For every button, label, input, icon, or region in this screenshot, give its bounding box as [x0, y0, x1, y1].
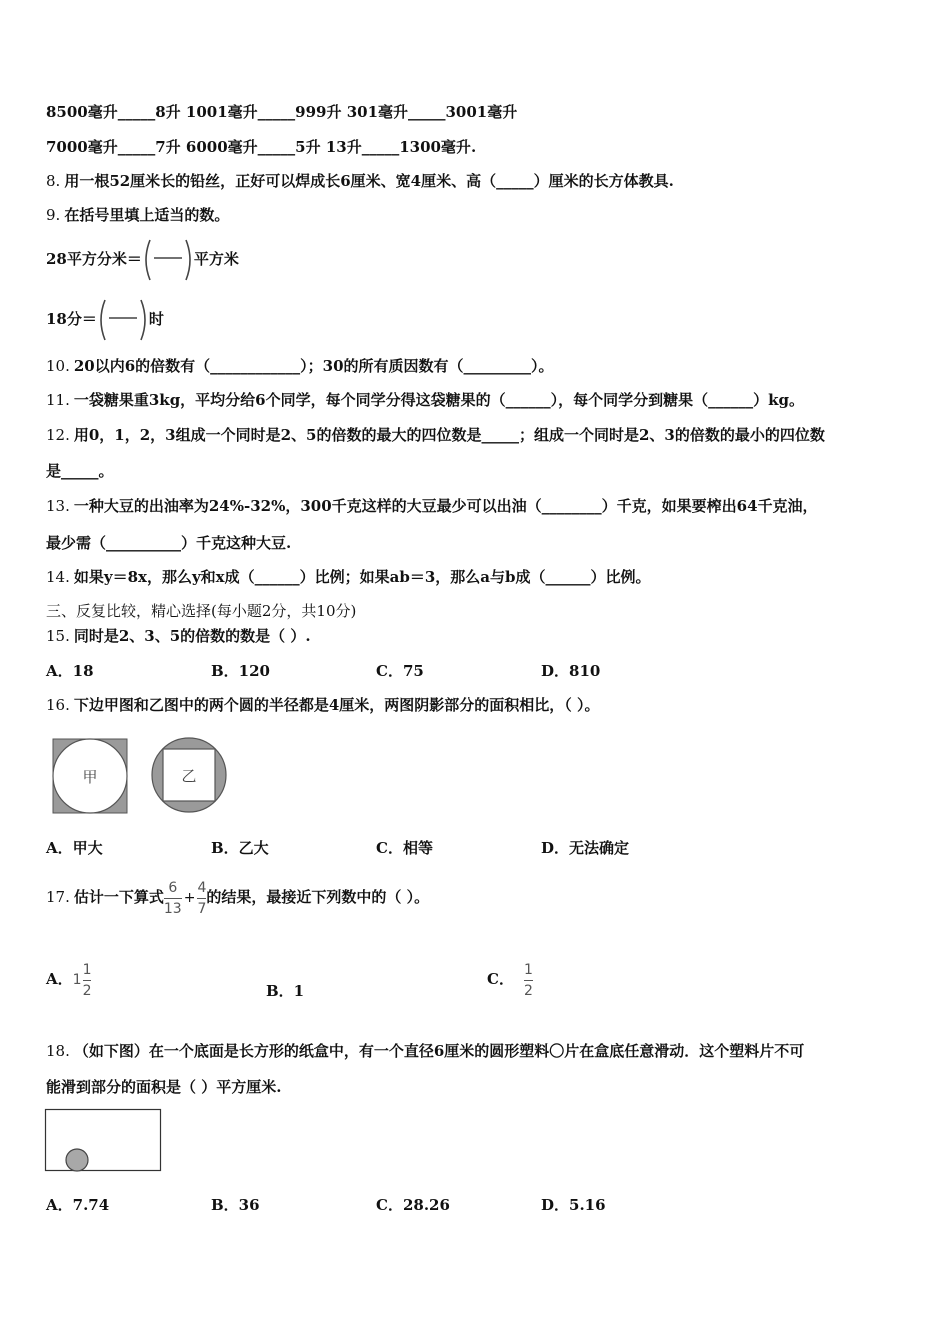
- question-16: [46, 695, 600, 715]
- question-number: 16.: [46, 696, 70, 714]
- question-9a-prefix: 28平方分米＝: [46, 250, 142, 268]
- question-18-cont: 能滑到部分的面积是（ ）平方厘米.: [46, 1078, 282, 1096]
- fraction-numerator: 4: [197, 879, 207, 896]
- question-number: 11.: [46, 391, 70, 409]
- question-number: 13.: [46, 497, 70, 515]
- option-label: C．: [487, 970, 514, 988]
- question-text: 在括号里填上适当的数。: [64, 206, 230, 224]
- q18-option-c[interactable]: C．28.26: [376, 1196, 450, 1214]
- question-11: [46, 390, 804, 410]
- question-10: [46, 356, 554, 376]
- question-17-suffix: 的结果，最接近下列数中的（ ）。: [206, 888, 430, 906]
- question-text: 如果y＝8x，那么y和x成（______）比例；如果ab＝3，那么a与b成（______）比例。: [73, 568, 651, 586]
- q17-option-c[interactable]: [487, 957, 533, 1001]
- section-3-title: 三、反复比较，精心选择(每小题2分，共10分): [46, 602, 357, 620]
- q16-option-c[interactable]: C．相等: [376, 839, 433, 857]
- question-number: 8.: [46, 172, 61, 190]
- question-9b: [46, 296, 164, 342]
- question-18: [46, 1041, 804, 1061]
- whole-part: 1: [72, 972, 82, 988]
- fraction-part: [83, 962, 92, 999]
- question-text: 用一根52厘米长的铅丝，正好可以焊成长6厘米、宽4厘米、高（_____）厘米的长方体教具.: [64, 172, 674, 190]
- q16-option-a[interactable]: A．甲大: [46, 839, 103, 857]
- mixed-number: [73, 958, 92, 1002]
- question-number: 14.: [46, 568, 70, 586]
- question-9: [46, 205, 229, 225]
- figure-yi: [152, 738, 226, 812]
- question-number: 9.: [46, 206, 61, 224]
- question-number: 12.: [46, 426, 70, 444]
- fraction-denominator: 13: [163, 900, 182, 917]
- question-text: 一种大豆的出油率为24%-32%，300千克这样的大豆最少可以出油（________）千克，如果要榨出64千克油，: [73, 497, 818, 515]
- question-12: [46, 425, 825, 445]
- question-9b-suffix: 时: [148, 310, 164, 328]
- q16-figures: [50, 736, 230, 816]
- question-17-prefix: 估计一下算式: [73, 888, 164, 906]
- option-label: A．: [46, 970, 73, 988]
- question-text: 一袋糖果重3kg，平均分给6个同学，每个同学分得这袋糖果的（______），每个同学分到糖果（______）kg。: [73, 391, 805, 409]
- fraction-denominator: 7: [197, 900, 207, 917]
- q18-option-b[interactable]: B．36: [211, 1196, 260, 1214]
- question-17: [46, 872, 429, 923]
- q15-option-b[interactable]: B．120: [211, 662, 270, 680]
- question-number: 17.: [46, 888, 70, 906]
- question-number: 15.: [46, 627, 70, 645]
- fraction-6-13: [164, 880, 182, 917]
- compare-line-2: 7000毫升_____7升 6000毫升_____5升 13升_____1300毫升.: [46, 138, 477, 156]
- blank-fraction-box[interactable]: [142, 238, 194, 282]
- question-text: 同时是2、3、5的倍数的数是（ ）.: [73, 627, 311, 645]
- question-number: 18.: [46, 1042, 70, 1060]
- fraction-denominator: 2: [82, 982, 92, 999]
- compare-line-1: 8500毫升_____8升 1001毫升_____999升 301毫升_____3001毫升: [46, 103, 518, 121]
- figure-jia: [53, 739, 127, 813]
- question-text: 20以内6的倍数有（____________）；30的所有质因数有（_________）。: [73, 357, 554, 375]
- figure-yi-label: 乙: [181, 767, 197, 785]
- figure-jia-label: 甲: [82, 768, 98, 786]
- fraction-numerator: 6: [168, 879, 178, 896]
- q16-option-b[interactable]: B．乙大: [211, 839, 269, 857]
- blank-fraction-box[interactable]: [97, 298, 149, 342]
- q18-option-a[interactable]: A．7.74: [46, 1196, 110, 1214]
- question-13-cont: 最少需（__________）千克这种大豆.: [46, 534, 292, 552]
- q15-option-c[interactable]: C．75: [376, 662, 424, 680]
- question-9a-suffix: 平方米: [193, 250, 239, 268]
- fraction-numerator: 1: [82, 961, 92, 978]
- question-13: [46, 496, 818, 516]
- fraction-numerator: 1: [523, 961, 533, 978]
- q18-option-d[interactable]: D．5.16: [541, 1196, 606, 1214]
- q15-option-a[interactable]: A．18: [46, 662, 94, 680]
- question-9a: [46, 236, 239, 282]
- question-text: 用0，1，2，3组成一个同时是2、5的倍数的最大的四位数是_____；组成一个同时是2、3的倍数的最小的四位数: [73, 426, 825, 444]
- q17-option-a[interactable]: [46, 957, 91, 1002]
- q16-option-d[interactable]: D．无法确定: [541, 839, 630, 857]
- question-text: 下边甲图和乙图中的两个圆的半径都是4厘米，两图阴影部分的面积相比，（ ）。: [73, 696, 600, 714]
- question-14: [46, 567, 650, 587]
- q17-option-b[interactable]: B．1: [266, 982, 305, 1000]
- question-text: （如下图）在一个底面是长方形的纸盒中，有一个直径6厘米的圆形塑料〇片在盒底任意滑动．这个塑料片不可: [73, 1042, 805, 1060]
- q15-option-d[interactable]: D．810: [541, 662, 601, 680]
- fraction-part: [524, 962, 533, 999]
- q18-figure: [44, 1108, 164, 1174]
- question-15: [46, 626, 311, 646]
- question-9b-prefix: 18分＝: [46, 310, 97, 328]
- plus-sign: +: [183, 890, 196, 906]
- question-number: 10.: [46, 357, 70, 375]
- question-12-cont: 是_____。: [46, 462, 114, 480]
- fraction-denominator: 2: [523, 982, 533, 999]
- question-8: [46, 171, 674, 191]
